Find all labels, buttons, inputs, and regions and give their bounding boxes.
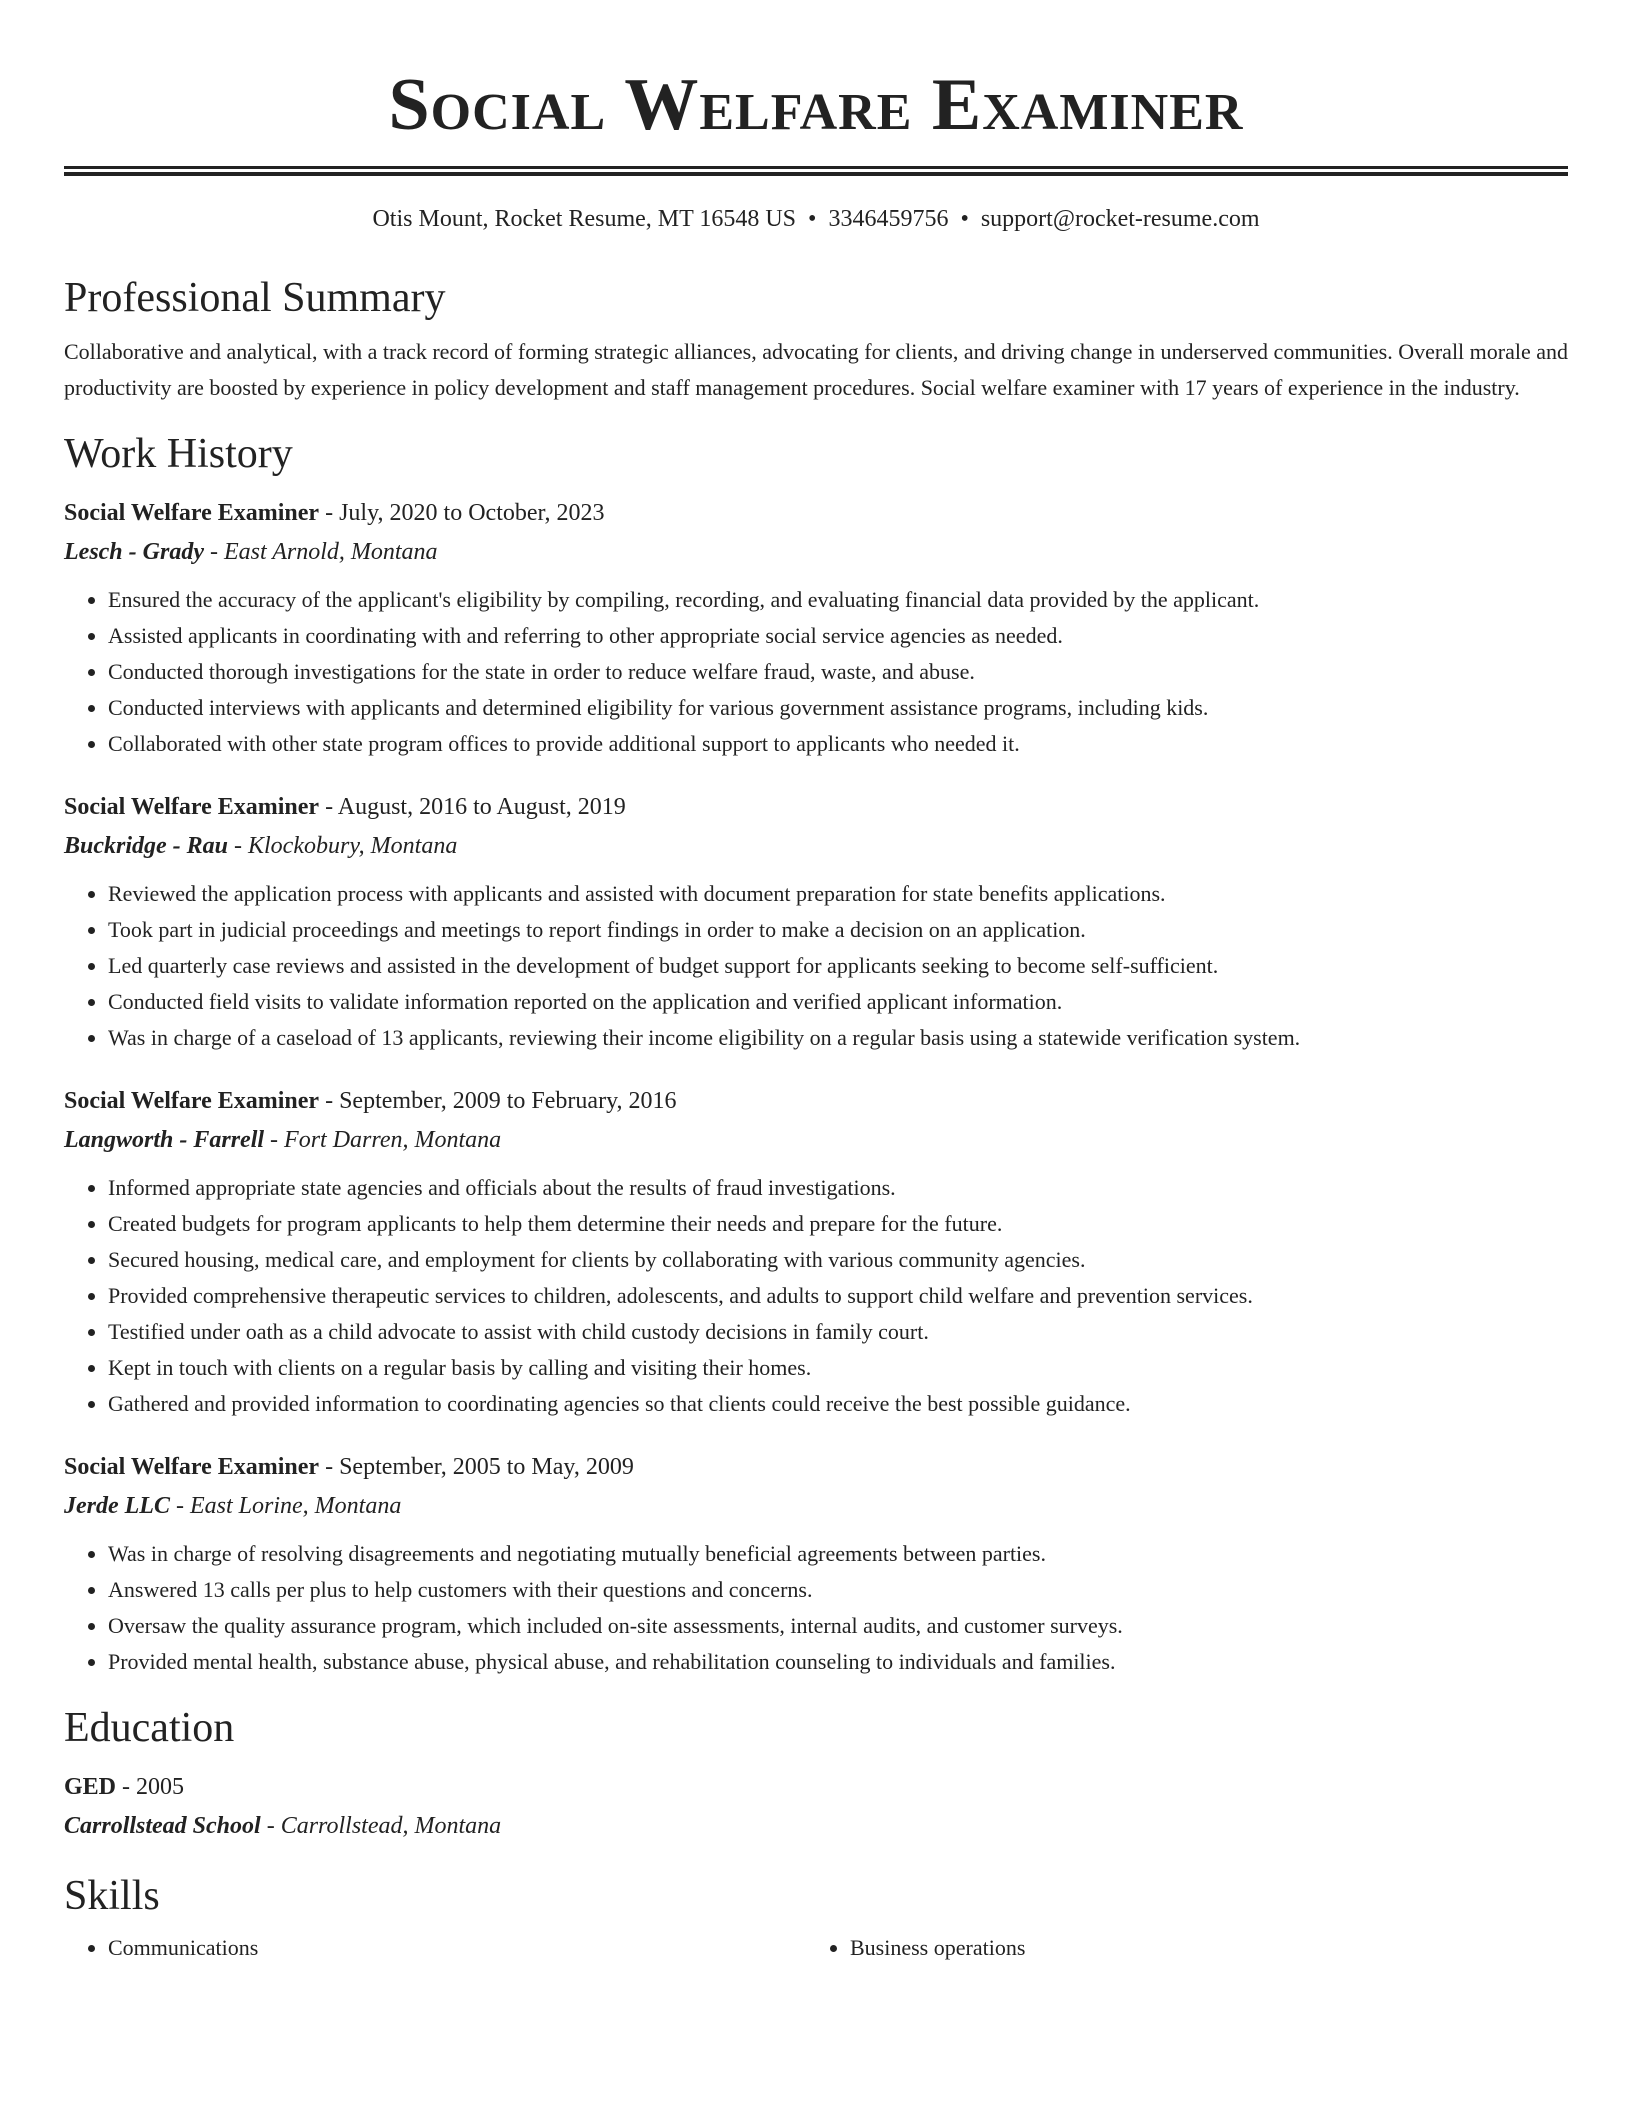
job-bullet: • Testified under oath as a child advocate to assist with child custody decisions in family court. xyxy=(108,1314,1568,1350)
job-role: Social Welfare Examiner xyxy=(64,500,320,526)
education-header xyxy=(64,1768,1568,1806)
job-dates: - September, 2009 to February, 2016 xyxy=(319,1088,677,1114)
job-employer xyxy=(64,1486,1568,1526)
resume-page xyxy=(64,0,1568,1966)
job-bullets xyxy=(64,582,1568,762)
job-employer xyxy=(64,532,1568,572)
education-year: - 2005 xyxy=(116,1774,185,1800)
skills-grid xyxy=(64,1930,1568,1966)
job-company: Langworth - Farrell xyxy=(64,1127,265,1153)
job-bullet: • Conducted field visits to validate information reported on the application and verified applicant information. xyxy=(108,984,1568,1020)
header-double-rule xyxy=(64,166,1568,176)
job-bullet: • Kept in touch with clients on a regular basis by calling and visiting their homes. xyxy=(108,1350,1568,1386)
job-bullet: • Led quarterly case reviews and assisted in the development of budget support for applicants seeking to become self-sufficient. xyxy=(108,948,1568,984)
job-bullet: • Was in charge of a caseload of 13 applicants, reviewing their income eligibility on a regular basis using a statewide verification system. xyxy=(108,1020,1568,1056)
job-bullet: • Created budgets for program applicants to help them determine their needs and prepare for the future. xyxy=(108,1206,1568,1242)
job-bullet: • Informed appropriate state agencies and officials about the results of fraud investigations. xyxy=(108,1170,1568,1206)
job-dates: - July, 2020 to October, 2023 xyxy=(319,500,605,526)
job-dates: - August, 2016 to August, 2019 xyxy=(319,794,626,820)
skill-item: • Business operations xyxy=(850,1930,1548,1966)
job-bullets xyxy=(64,1536,1568,1680)
job-location: - East Arnold, Montana xyxy=(203,539,438,565)
job-entry xyxy=(64,788,1568,1056)
job-bullet: • Conducted thorough investigations for the state in order to reduce welfare fraud, waste, and abuse. xyxy=(108,654,1568,690)
job-role: Social Welfare Examiner xyxy=(64,1454,320,1480)
contact-separator: • xyxy=(960,206,969,232)
job-header xyxy=(64,494,1568,532)
skill-item: • Communications xyxy=(108,1930,806,1966)
skills-column-left xyxy=(64,1930,806,1966)
education-school-line xyxy=(64,1806,1568,1846)
job-entry xyxy=(64,1082,1568,1422)
job-employer xyxy=(64,826,1568,866)
job-header xyxy=(64,1448,1568,1486)
contact-address: Otis Mount, Rocket Resume, MT 16548 US xyxy=(372,206,797,232)
section-title-education: Education xyxy=(64,1705,235,1751)
job-company: Jerde LLC xyxy=(64,1493,170,1519)
job-dates: - September, 2005 to May, 2009 xyxy=(319,1454,634,1480)
job-bullet: • Gathered and provided information to coordinating agencies so that clients could receive the best possible guidance. xyxy=(108,1386,1568,1422)
job-location: - Fort Darren, Montana xyxy=(264,1127,502,1153)
job-bullet: • Collaborated with other state program offices to provide additional support to applicants who needed it. xyxy=(108,726,1568,762)
job-company: Lesch - Grady xyxy=(64,539,204,565)
job-bullet: • Reviewed the application process with applicants and assisted with document preparation for state benefits applications. xyxy=(108,876,1568,912)
contact-phone: 3346459756 xyxy=(828,206,949,232)
job-bullet: • Assisted applicants in coordinating with and referring to other appropriate social service agencies as needed. xyxy=(108,618,1568,654)
job-bullet: • Secured housing, medical care, and employment for clients by collaborating with various community agencies. xyxy=(108,1242,1568,1278)
job-bullets xyxy=(64,1170,1568,1422)
resume-name: Social Welfare Examiner xyxy=(388,64,1244,146)
job-header xyxy=(64,1082,1568,1120)
section-title-summary: Professional Summary xyxy=(64,275,446,321)
contact-email: support@rocket-resume.com xyxy=(980,206,1260,232)
job-bullet: • Provided mental health, substance abuse, physical abuse, and rehabilitation counseling to individuals and families. xyxy=(108,1644,1568,1680)
skills-column-right xyxy=(806,1930,1548,1966)
job-bullet: • Oversaw the quality assurance program, which included on-site assessments, internal audits, and customer surveys. xyxy=(108,1608,1568,1644)
job-bullet: • Provided comprehensive therapeutic services to children, adolescents, and adults to support child welfare and prevention services. xyxy=(108,1278,1568,1314)
contact-separator: • xyxy=(808,206,817,232)
job-header xyxy=(64,788,1568,826)
education-entry xyxy=(64,1768,1568,1846)
job-bullet: • Conducted interviews with applicants and determined eligibility for various government assistance programs, including kids. xyxy=(108,690,1568,726)
job-entry xyxy=(64,494,1568,762)
job-entry xyxy=(64,1448,1568,1680)
summary-text: Collaborative and analytical, with a track record of forming strategic alliances, advocating for clients, and driving change in underserved communities. Overall morale and productivity are boosted by experience in policy development and staff management procedures. Social welfare examiner with 17 years of experience in the industry. xyxy=(64,339,1569,400)
contact-line xyxy=(64,204,1568,234)
job-company: Buckridge - Rau xyxy=(64,833,229,859)
education-location: - Carrollstead, Montana xyxy=(260,1813,502,1839)
job-bullets xyxy=(64,876,1568,1056)
job-role: Social Welfare Examiner xyxy=(64,1088,320,1114)
job-location: - East Lorine, Montana xyxy=(169,1493,402,1519)
job-bullet: • Took part in judicial proceedings and meetings to report findings in order to make a decision on an application. xyxy=(108,912,1568,948)
job-bullet: • Ensured the accuracy of the applicant's eligibility by compiling, recording, and evaluating financial data provided by the applicant. xyxy=(108,582,1568,618)
education-school: Carrollstead School xyxy=(64,1813,261,1839)
job-location: - Klockobury, Montana xyxy=(228,833,458,859)
education-degree: GED xyxy=(64,1774,117,1800)
job-employer xyxy=(64,1120,1568,1160)
job-bullet: • Answered 13 calls per plus to help customers with their questions and concerns. xyxy=(108,1572,1568,1608)
section-title-skills: Skills xyxy=(64,1873,160,1919)
job-role: Social Welfare Examiner xyxy=(64,794,320,820)
job-bullet: • Was in charge of resolving disagreements and negotiating mutually beneficial agreements between parties. xyxy=(108,1536,1568,1572)
section-title-work-history: Work History xyxy=(64,431,293,477)
